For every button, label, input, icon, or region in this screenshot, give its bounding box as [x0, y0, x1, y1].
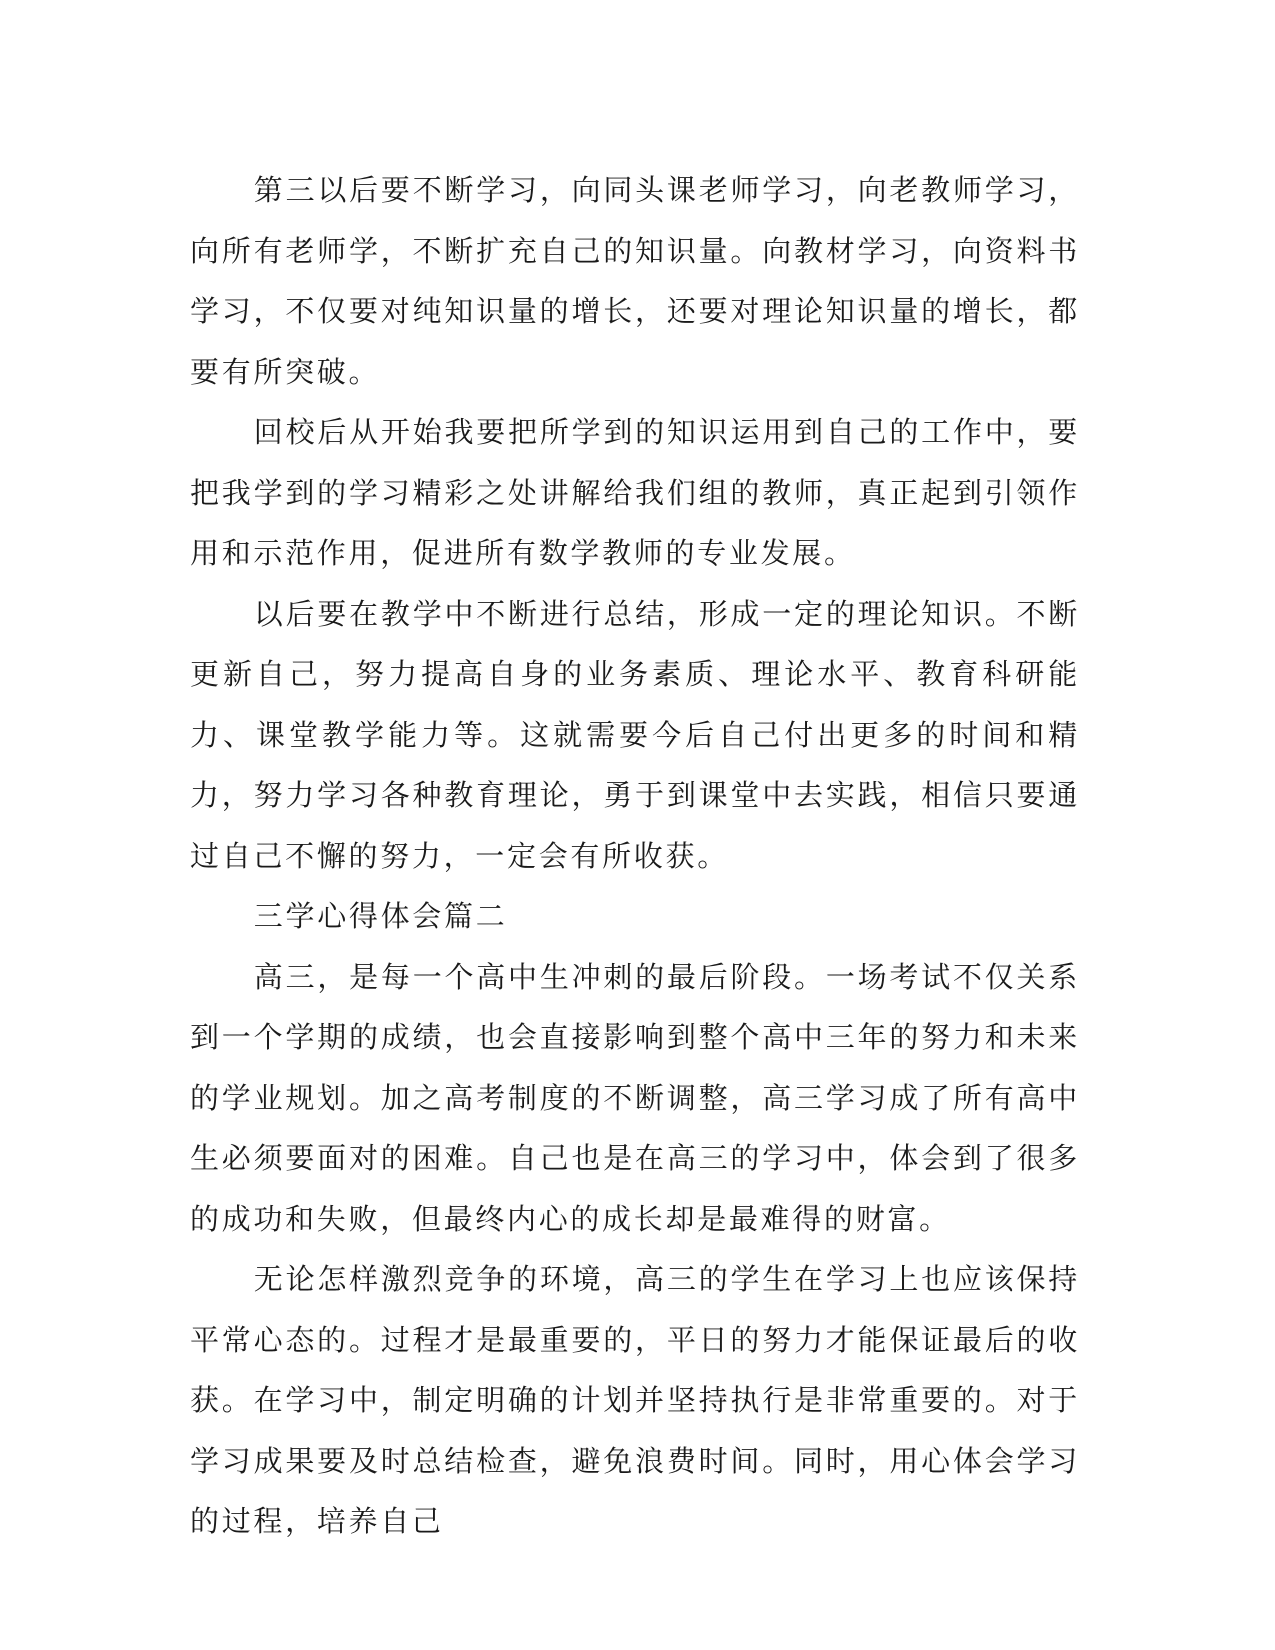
paragraph-return-school: 回校后从开始我要把所学到的知识运用到自己的工作中，要把我学到的学习精彩之处讲解给我们组的教师，真正起到引领作用和示范作用，促进所有数学教师的专业发展。 [190, 415, 1080, 570]
paragraph-summary: 以后要在教学中不断进行总结，形成一定的理论知识。不断更新自己，努力提高自身的业务素质、理论水平、教育科研能力、课堂教学能力等。这就需要今后自己付出更多的时间和精力，努力学习各种教育理论，勇于到课堂中去实践，相信只要通过自己不懈的努力，一定会有所收获。 [190, 596, 1080, 873]
paragraph-study-plan: 第三以后要不断学习，向同头课老师学习，向老教师学习，向所有老师学，不断扩充自己的知识量。向教材学习，向资料书学习，不仅要对纯知识量的增长，还要对理论知识量的增长，都要有所突破。 [190, 173, 1080, 389]
paragraph-senior-year: 高三，是每一个高中生冲刺的最后阶段。一场考试不仅关系到一个学期的成绩，也会直接影响到整个高中三年的努力和未来的学业规划。加之高考制度的不断调整，高三学习成了所有高中生必须要面对的困难。自己也是在高三的学习中，体会到了很多的成功和失败，但最终内心的成长却是最难得的财富。 [190, 959, 1080, 1236]
section-heading: 三学心得体会篇二 [253, 899, 508, 933]
paragraph-mindset: 无论怎样激烈竞争的环境，高三的学生在学习上也应该保持平常心态的。过程才是最重要的，平日的努力才能保证最后的收获。在学习中，制定明确的计划并坚持执行是非常重要的。对于学习成果要及时总结检查，避免浪费时间。同时，用心体会学习的过程，培养自己 [190, 1262, 1080, 1538]
document-body [190, 160, 1080, 1552]
